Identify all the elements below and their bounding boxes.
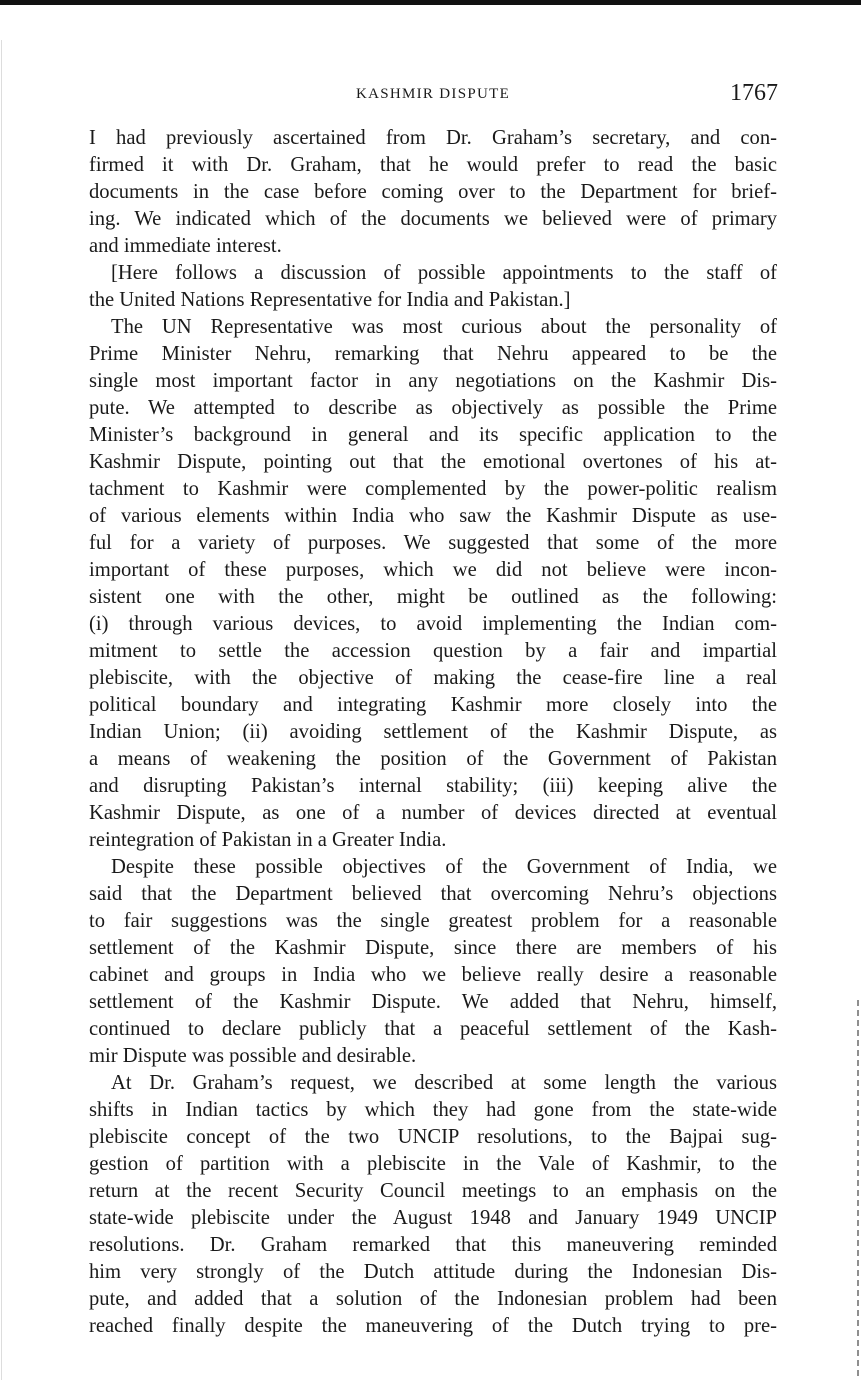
text-line: important of these purposes, which we did not believe were incon- <box>89 559 777 581</box>
paragraph-3 <box>89 314 777 854</box>
text-line: said that the Department believed that overcoming Nehru’s objections <box>89 883 777 905</box>
page-left-edge <box>1 40 2 1380</box>
text-line: continued to declare publicly that a peaceful settlement of the Kash- <box>89 1018 777 1040</box>
text-line: Prime Minister Nehru, remarking that Nehru appeared to be the <box>89 343 777 365</box>
text-line: tachment to Kashmir were complemented by the power-politic realism <box>89 478 777 500</box>
text-line: political boundary and integrating Kashmir more closely into the <box>89 694 777 716</box>
text-line: The UN Representative was most curious about the personality of <box>111 316 777 338</box>
text-line: a means of weakening the position of the Government of Pakistan <box>89 748 777 770</box>
page-top-border <box>0 0 861 5</box>
text-line: and immediate interest. <box>89 235 282 257</box>
text-line: I had previously ascertained from Dr. Graham’s secretary, and con- <box>89 127 777 149</box>
paragraph-5 <box>89 1070 777 1340</box>
text-line: single most important factor in any negotiations on the Kashmir Dis- <box>89 370 777 392</box>
text-line: gestion of partition with a plebiscite in the Vale of Kashmir, to the <box>89 1153 777 1175</box>
text-line: reached finally despite the maneuvering of the Dutch trying to pre- <box>89 1315 777 1337</box>
text-line: ful for a variety of purposes. We suggested that some of the more <box>89 532 777 554</box>
text-line: At Dr. Graham’s request, we described at some length the various <box>111 1072 777 1094</box>
text-line: firmed it with Dr. Graham, that he would prefer to read the basic <box>89 154 777 176</box>
text-line: of various elements within India who saw the Kashmir Dispute as use- <box>89 505 777 527</box>
text-line: state-wide plebiscite under the August 1948 and January 1949 UNCIP <box>89 1207 777 1229</box>
page-number: 1767 <box>730 80 778 106</box>
paragraph-2 <box>89 260 777 314</box>
text-line: Minister’s background in general and its specific application to the <box>89 424 777 446</box>
text-line: [Here follows a discussion of possible appointments to the staff of <box>111 262 777 284</box>
text-line: Indian Union; (ii) avoiding settlement of the Kashmir Dispute, as <box>89 721 777 743</box>
text-line: documents in the case before coming over to the Department for brief- <box>89 181 777 203</box>
text-line: cabinet and groups in India who we believe really desire a reasonable <box>89 964 777 986</box>
text-line: him very strongly of the Dutch attitude during the Indonesian Dis- <box>89 1261 777 1283</box>
text-line: pute, and added that a solution of the Indonesian problem had been <box>89 1288 777 1310</box>
page-right-edge <box>857 1000 859 1380</box>
paragraph-1 <box>89 125 777 260</box>
text-line: Kashmir Dispute, as one of a number of devices directed at eventual <box>89 802 777 824</box>
text-line: settlement of the Kashmir Dispute. We added that Nehru, himself, <box>89 991 777 1013</box>
text-line: settlement of the Kashmir Dispute, since there are members of his <box>89 937 777 959</box>
text-line: Kashmir Dispute, pointing out that the emotional overtones of his at- <box>89 451 777 473</box>
text-line: Despite these possible objectives of the Government of India, we <box>111 856 777 878</box>
text-line: return at the recent Security Council meetings to an emphasis on the <box>89 1180 777 1202</box>
text-line: mir Dispute was possible and desirable. <box>89 1045 417 1067</box>
text-line: plebiscite concept of the two UNCIP resolutions, to the Bajpai sug- <box>89 1126 777 1148</box>
text-line: the United Nations Representative for India and Pakistan.] <box>89 289 571 311</box>
text-line: resolutions. Dr. Graham remarked that this maneuvering reminded <box>89 1234 777 1256</box>
text-line: reintegration of Pakistan in a Greater India. <box>89 829 447 851</box>
text-line: plebiscite, with the objective of making the cease-fire line a real <box>89 667 777 689</box>
running-title: KASHMIR DISPUTE <box>355 86 511 102</box>
paragraph-4 <box>89 854 777 1070</box>
text-line: ing. We indicated which of the documents we believed were of primary <box>89 208 777 230</box>
text-line: pute. We attempted to describe as objectively as possible the Prime <box>89 397 777 419</box>
text-line: and disrupting Pakistan’s internal stability; (iii) keeping alive the <box>89 775 777 797</box>
text-line: to fair suggestions was the single greatest problem for a reasonable <box>89 910 777 932</box>
text-line: (i) through various devices, to avoid implementing the Indian com- <box>89 613 777 635</box>
running-header <box>88 80 778 112</box>
text-line: shifts in Indian tactics by which they had gone from the state-wide <box>89 1099 777 1121</box>
text-line: sistent one with the other, might be outlined as the following: <box>89 586 777 608</box>
document-body <box>89 125 777 1340</box>
text-line: mitment to settle the accession question by a fair and impartial <box>89 640 777 662</box>
